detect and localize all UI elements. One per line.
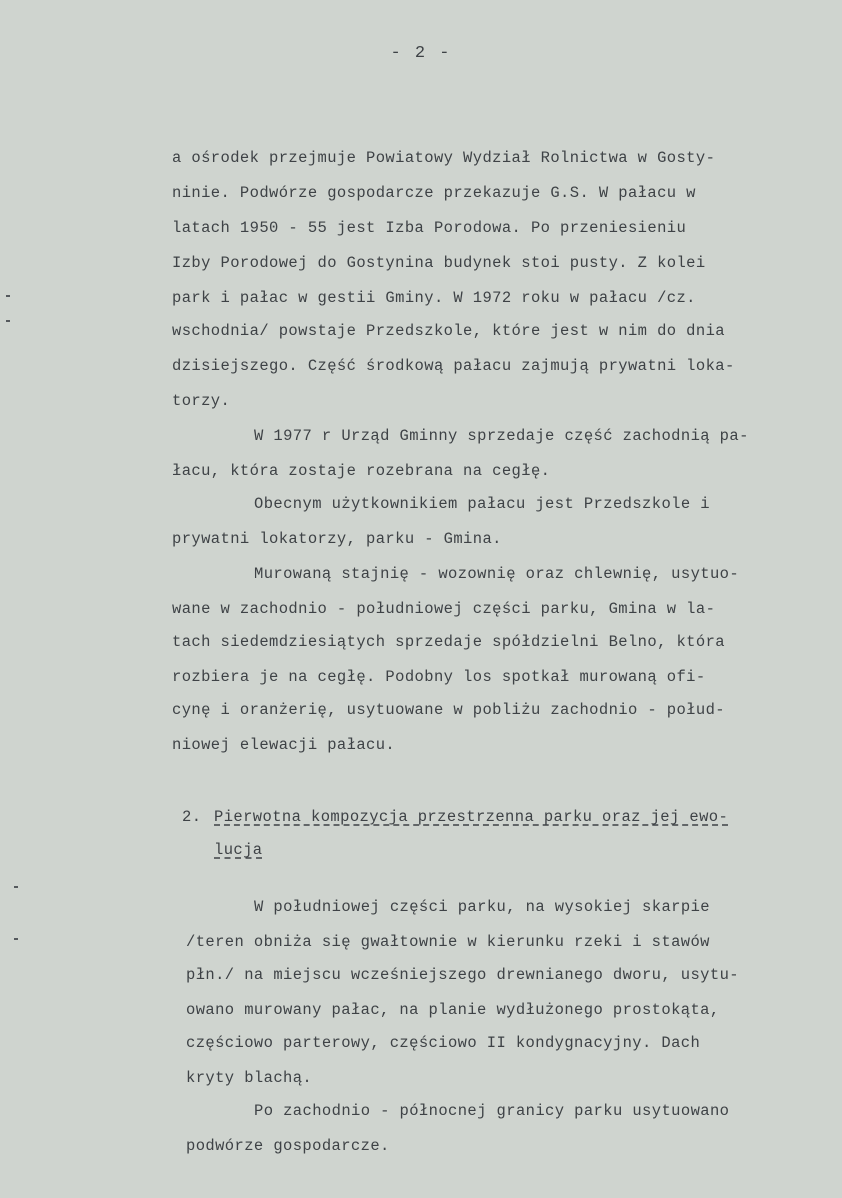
text-line: owano murowany pałac, na planie wydłużonego prostokąta, — [186, 1001, 720, 1019]
text-line: niowej elewacji pałacu. — [172, 736, 396, 754]
text-line: a ośrodek przejmuje Powiatowy Wydział Rolnictwa w Gosty- — [172, 149, 716, 167]
text-line: Izby Porodowej do Gostynina budynek stoi pusty. Z kolei — [172, 254, 706, 272]
text-line: dzisiejszego. Część środkową pałacu zajmują prywatni loka- — [172, 357, 735, 375]
text-line: rozbiera je na cegłę. Podobny los spotkał murowaną ofi- — [172, 668, 706, 686]
text-line: W 1977 r Urząd Gminny sprzedaje część zachodnią pa- — [254, 427, 749, 445]
text-line: prywatni lokatorzy, parku - Gmina. — [172, 530, 502, 548]
margin-mark — [6, 320, 10, 322]
text-line: podwórze gospodarcze. — [186, 1137, 390, 1155]
text-line: Po zachodnio - północnej granicy parku usytuowano — [254, 1102, 730, 1120]
text-line: torzy. — [172, 392, 231, 410]
page-number: - 2 - — [390, 44, 452, 63]
text-line: cynę i oranżerię, usytuowane w pobliżu zachodnio - połud- — [172, 701, 725, 719]
text-line: wane w zachodnio - południowej części parku, Gmina w la- — [172, 600, 716, 618]
text-line: park i pałac w gestii Gminy. W 1972 roku w pałacu /cz. — [172, 289, 696, 307]
text-line: częściowo parterowy, częściowo II kondygnacyjny. Dach — [186, 1034, 701, 1052]
text-line: wschodnia/ powstaje Przedszkole, które jest w nim do dnia — [172, 322, 725, 340]
text-line: latach 1950 - 55 jest Izba Porodowa. Po przeniesieniu — [172, 219, 687, 237]
section-heading: Pierwotna kompozycja przestrzenna parku oraz jej ewo- — [214, 808, 729, 826]
text-line: płn./ na miejscu wcześniejszego drewnianego dworu, usytu- — [186, 966, 739, 984]
text-line: kryty blachą. — [186, 1069, 313, 1087]
text-line: łacu, która zostaje rozebrana na cegłę. — [172, 462, 551, 480]
margin-mark — [14, 938, 18, 940]
section-heading-continuation: lucja — [214, 841, 263, 859]
margin-mark — [14, 886, 18, 888]
text-line: Obecnym użytkownikiem pałacu jest Przedszkole i — [254, 495, 710, 513]
text-line: /teren obniża się gwałtownie w kierunku rzeki i stawów — [186, 933, 710, 951]
text-line: Murowaną stajnię - wozownię oraz chlewnię, usytuo- — [254, 565, 740, 583]
text-line: tach siedemdziesiątych sprzedaje spółdzielni Belno, która — [172, 633, 725, 651]
section-number: 2. — [182, 808, 202, 826]
text-line: W południowej części parku, na wysokiej skarpie — [254, 898, 710, 916]
text-line: ninie. Podwórze gospodarcze przekazuje G.S. W pałacu w — [172, 184, 696, 202]
margin-mark — [6, 295, 10, 297]
